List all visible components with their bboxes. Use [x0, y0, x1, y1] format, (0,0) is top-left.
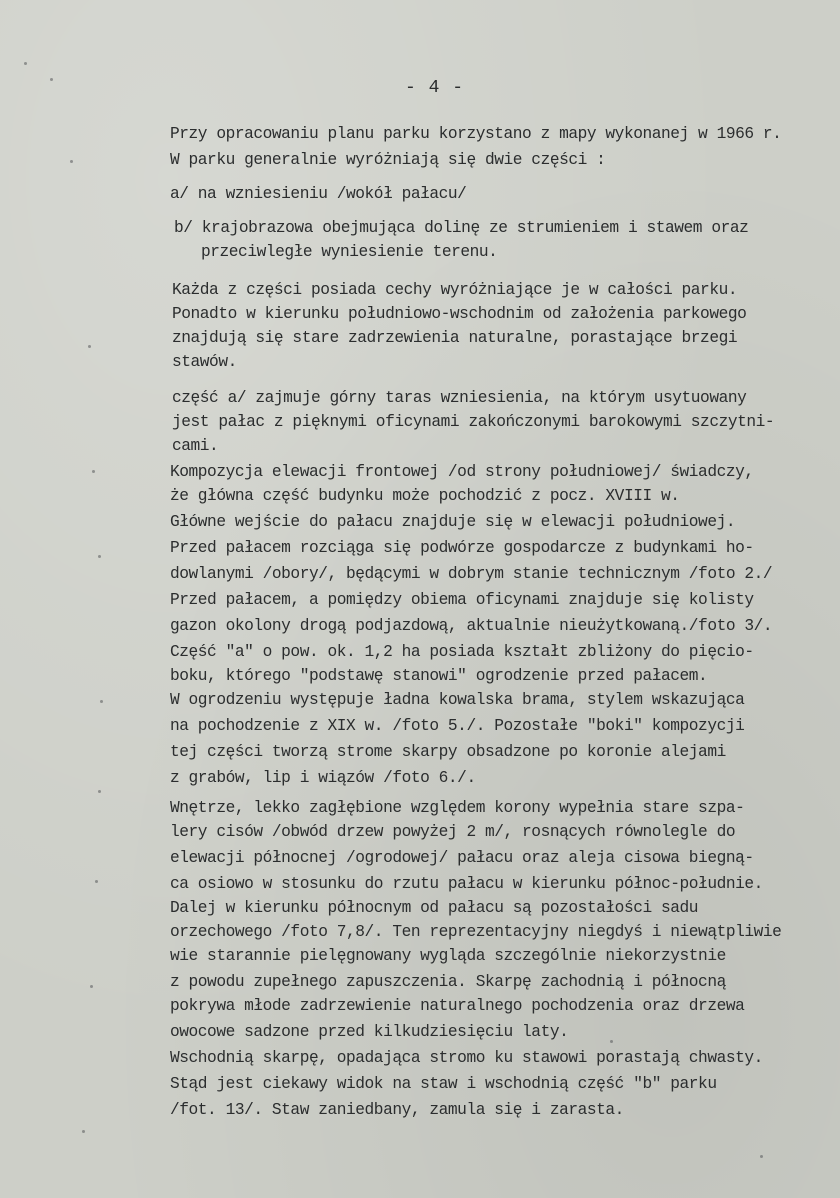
- paper-speck: [98, 555, 101, 558]
- text-line: /fot. 13/. Staw zaniedbany, zamula się i zarasta.: [170, 1101, 624, 1119]
- text-line: tej części tworzą strome skarpy obsadzone po koronie alejami: [170, 743, 726, 761]
- text-line: wie starannie pielęgnowany wygląda szczególnie niekorzystnie: [170, 947, 726, 965]
- paper-speck: [82, 1130, 85, 1133]
- paper-speck: [100, 700, 103, 703]
- text-line: lery cisów /obwód drzew powyżej 2 m/, rosnących równolegle do: [170, 823, 736, 841]
- paper-speck: [610, 1040, 613, 1043]
- text-line: jest pałac z pięknymi oficynami zakończonymi barokowymi szczytni-: [172, 413, 775, 431]
- paper-speck: [760, 1155, 763, 1158]
- text-line: Przed pałacem rozciąga się podwórze gospodarcze z budynkami ho-: [170, 539, 754, 557]
- text-line: orzechowego /foto 7,8/. Ten reprezentacyjny niegdyś i niewątpliwie: [170, 923, 782, 941]
- text-line: a/ na wzniesieniu /wokół pałacu/: [170, 185, 467, 203]
- text-line: że główna część budynku może pochodzić z pocz. XVIII w.: [170, 487, 680, 505]
- paper-speck: [92, 470, 95, 473]
- page-number: - 4 -: [405, 78, 465, 98]
- text-line: znajdują się stare zadrzewienia naturalne, porastające brzegi: [172, 329, 738, 347]
- paper-speck: [88, 345, 91, 348]
- paper-speck: [24, 62, 27, 65]
- text-line: Wnętrze, lekko zagłębione względem korony wypełnia stare szpa-: [170, 799, 745, 817]
- text-line: część a/ zajmuje górny taras wzniesienia, na którym usytuowany: [172, 389, 747, 407]
- text-line: boku, którego "podstawę stanowi" ogrodzenie przed pałacem.: [170, 667, 708, 685]
- text-line: ca osiowo w stosunku do rzutu pałacu w kierunku północ-południe.: [170, 875, 763, 893]
- text-line: cami.: [172, 437, 219, 455]
- text-line: z grabów, lip i wiązów /foto 6./.: [170, 769, 476, 787]
- text-line: Wschodnią skarpę, opadająca stromo ku stawowi porastają chwasty.: [170, 1049, 763, 1067]
- text-line: Przy opracowaniu planu parku korzystano z mapy wykonanej w 1966 r.: [170, 125, 782, 143]
- text-line: elewacji północnej /ogrodowej/ pałacu oraz aleja cisowa biegną-: [170, 849, 754, 867]
- text-line: b/ krajobrazowa obejmująca dolinę ze strumieniem i stawem oraz: [174, 219, 749, 237]
- text-line: Przed pałacem, a pomiędzy obiema oficynami znajduje się kolisty: [170, 591, 754, 609]
- paper-speck: [50, 78, 53, 81]
- text-line: dowlanymi /obory/, będącymi w dobrym stanie technicznym /foto 2./: [170, 565, 773, 583]
- text-line: owocowe sadzone przed kilkudziesięciu laty.: [170, 1023, 569, 1041]
- text-line: na pochodzenie z XIX w. /foto 5./. Pozostałe "boki" kompozycji: [170, 717, 745, 735]
- text-line: Stąd jest ciekawy widok na staw i wschodnią część "b" parku: [170, 1075, 717, 1093]
- text-line: pokrywa młode zadrzewienie naturalnego pochodzenia oraz drzewa: [170, 997, 745, 1015]
- paper-speck: [98, 790, 101, 793]
- text-line: W parku generalnie wyróżniają się dwie części :: [170, 151, 606, 169]
- text-line: Ponadto w kierunku południowo-wschodnim od założenia parkowego: [172, 305, 747, 323]
- text-line: gazon okolony drogą podjazdową, aktualnie nieużytkowaną./foto 3/.: [170, 617, 773, 635]
- text-line: W ogrodzeniu występuje ładna kowalska brama, stylem wskazująca: [170, 691, 745, 709]
- text-line: Główne wejście do pałacu znajduje się w elewacji południowej.: [170, 513, 736, 531]
- text-line: Kompozycja elewacji frontowej /od strony południowej/ świadczy,: [170, 463, 754, 481]
- text-line: Każda z części posiada cechy wyróżniające je w całości parku.: [172, 281, 738, 299]
- text-line: stawów.: [172, 353, 237, 371]
- text-line: z powodu zupełnego zapuszczenia. Skarpę zachodnią i północną: [170, 973, 726, 991]
- text-line: Część "a" o pow. ok. 1,2 ha posiada kształt zbliżony do pięcio-: [170, 643, 754, 661]
- paper-speck: [95, 880, 98, 883]
- text-line: Dalej w kierunku północnym od pałacu są pozostałości sadu: [170, 899, 699, 917]
- paper-speck: [90, 985, 93, 988]
- text-line: przeciwległe wyniesienie terenu.: [201, 243, 498, 261]
- paper-speck: [70, 160, 73, 163]
